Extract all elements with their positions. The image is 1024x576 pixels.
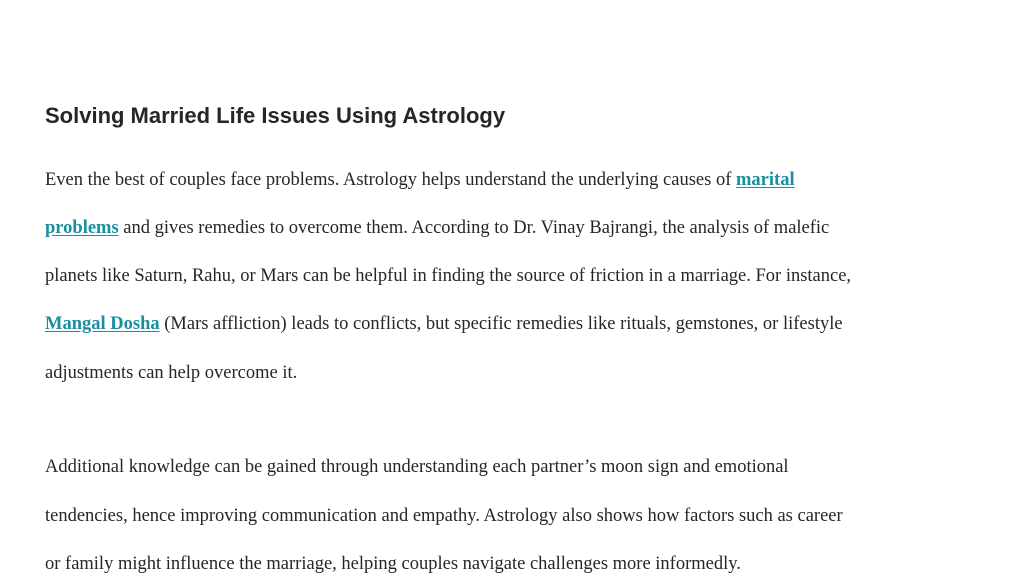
paragraph-2-line-1 bbox=[45, 452, 789, 482]
paragraph-1-text: planets like Saturn, Rahu, or Mars can be helpful in finding the source of friction in a marriage. For instance, bbox=[45, 266, 852, 286]
paragraph-1-text: and gives remedies to overcome them. According to Dr. Vinay Bajrangi, the analysis of malefic bbox=[118, 218, 830, 238]
paragraph-2-text: tendencies, hence improving communication and empathy. Astrology also shows how factors such as career bbox=[45, 506, 843, 526]
paragraph-1-line-4 bbox=[45, 309, 843, 339]
paragraph-1-text: (Mars affliction) leads to conflicts, but specific remedies like rituals, gemstones, or lifestyle bbox=[159, 314, 843, 334]
marital-problems-link-continued[interactable]: problems bbox=[45, 218, 119, 238]
mangal-dosha-link[interactable]: Mangal Dosha bbox=[45, 314, 160, 334]
paragraph-1-text: Even the best of couples face problems. Astrology helps understand the underlying causes of bbox=[45, 170, 737, 190]
paragraph-1-line-1 bbox=[45, 165, 795, 195]
page-title: Solving Married Life Issues Using Astrology bbox=[45, 103, 506, 128]
paragraph-1-line-5 bbox=[45, 358, 297, 388]
paragraph-1-text: adjustments can help overcome it. bbox=[45, 363, 298, 383]
paragraph-1-line-3 bbox=[45, 261, 851, 291]
paragraph-2-line-2 bbox=[45, 501, 843, 531]
paragraph-2-text: or family might influence the marriage, helping couples navigate challenges more informedly. bbox=[45, 554, 741, 574]
paragraph-2-text: Additional knowledge can be gained through understanding each partner’s moon sign and emotional bbox=[45, 457, 789, 477]
paragraph-1-line-2 bbox=[45, 213, 829, 243]
paragraph-2-line-3 bbox=[45, 549, 741, 576]
marital-problems-link[interactable]: marital bbox=[736, 170, 795, 190]
